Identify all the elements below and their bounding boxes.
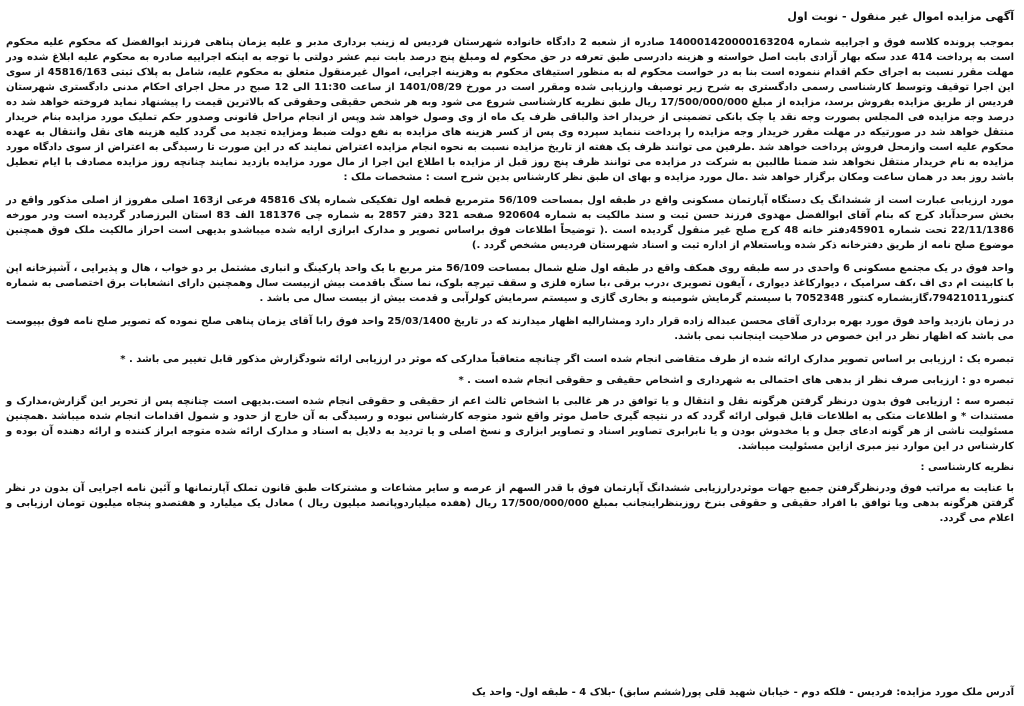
notice-page xyxy=(6,4,1018,702)
note-one: تبصره یک : ارزیابی بر اساس تصویر مدارک ارائه شده از طرف متقاضی انجام شده است اگر چنانچه متعاقباً مدارکی که موثر در ارزیابی ارائه شودگزارش مذکور قابل تغییر می باشد . * xyxy=(120,354,1014,365)
auction-main-paragraph: بموجب پرونده کلاسه فوق و اجراییه شماره 140001420000163204 صادره از شعبه 2 دادگاه خانواده شهرستان فردیس له زینب برداری مدبر و علیه یزمان پناهی فرزند ابوالفضل که محکوم علیه محکوم است به پرداخت 414 عدد سکه بهار آزادی بابت اصل خواسته و هزینه دادرسی طبق تعرفه در حق محکوم له ومبلغ پنج درصد بابت نیم عشر دولتی با توجه به اینکه اجراییه صادره به محکوم علیه ابلاغ شده ودر مهلت مقرر نسبت به اجرای حکم اقدام ننموده است بنا به در خواست محکوم له به منظور استیفای محکوم به وهزینه اجرایی، اموال غیرمنقول متعلق به محکوم علیه، شامل به پلاک ثبتی 45816/163 از سوی این اجرا توقیف وتوسط کارشناسی رسمی دادگستری به شرح زیر توصیف وارزیابی شده ومقرر است در مورخ 1401/08/29 از ساعت 11:30 الی 12 صبح در محل اجرای احکام مدنی دادگستری شهرستان فردیس از طریق مزایده بفروش برسد، مزایده از مبلغ 17/500/000/000 ریال طبق نظریه کارشناسی شروع می شود وبه هر شخص حقیقی وحقوقی که بالاترین قیمت را پیشنهاد نماید فروخته خواهد شد ده درصد وجه مزایده فی المجلس بصورت وجه نقد یا چک بانکی تضمینی از خریدار اخذ والباقی ظرف یک ماه از وی وصول خواهد شد وپس از انجام مراحل قانونی وصدور حکم تملیک مورد مزایده بنام خریدار منتقل خواهد شد در صورتیکه در مهلت مقرر خریدار وجه مزایده را پرداخت ننماید سپرده وی پس از کسر هزینه های مزایده به نفع دولت ضبط ومزایده تجدید می گردد کلیه هزینه های نقل وانتقال به عهده محکوم علیه است وازمحل فروش پرداخت خواهد شد .طرفین می توانند ظرف یک هفته از تاریخ مزایده نسبت به نحوه انجام مزایده اعتراض نمایند که در این صورت تا رسیدگی به اعتراض از سوی دادگاه مورد مزایده به نام خریدار منتقل نخواهد شد ضمنا طالبین به شرکت در مزایده می توانند ظرف پنج روز قبل از مزایده با اطلاع این اجرا از مال مورد مزایده بازدید نمایند چنانچه روز مزایده مصادف با ایام تعطیل باشد روز بعد در همان ساعت ومکان برگزار خواهد شد .مال مورد مزایده و بهای ان طبق نظر کارشناس بدین شرح است : مشخصات ملک : xyxy=(6,37,1014,183)
property-address: آدرس ملک مورد مزایده: فردیس - فلکه دوم - خیابان شهید قلی پور(ششم سابق) -بلاک 4 - طبقه اول- واحد یک xyxy=(471,687,1014,698)
property-description-paragraph: مورد ارزیابی عبارت است از ششدانگ یک دستگاه آپارتمان مسکونی واقع در طبقه اول بمساحت 56/109 مترمربع قطعه اول تفکیکی شماره پلاک 45816 فرعی از163 اصلی مفروز از اصلی مذکور واقع در بخش سرحدآباد کرج که بنام آقای ابوالفضل مهدوی فرزند حسن ثبت و سند مالکیت به شماره 920604 صفحه 321 دفتر 2857 به شماره چی 181376 الف 83 استان البرزصادر گردیده است ودر مورخه 22/11/1386 تحت شماره 45901دفتر خانه 48 کرج صلح غیر منقول گردیده است .( توضیحاً اطلاعات فوق براساس تصویر و مدارک ابرازی ارایه شده میباشدو بدیهی است احراز مالکیت ملک فوق همچنین موضوع صلح نامه از طریق دفترخانه ذکر شده وباستعلام از اداره ثبت و اسناد شهرستان فردیس مشخص گردد .) xyxy=(6,195,1014,251)
notice-title: آگهی مزایده اموال غیر منقول - نوبت اول xyxy=(787,10,1014,23)
visit-paragraph: در زمان بازدید واحد فوق مورد بهره برداری آقای محسن عبداله زاده قرار دارد ومشارالیه اظهار میدارند که در تاریخ 25/03/1400 واحد فوق رابا آقای یزمان پناهی صلح نموده که تصویر صلح نامه فوق بپیوست می باشد که اظهار نظر در این خصوص در صلاحیت اینجانب نمی باشد. xyxy=(6,316,1014,342)
expert-opinion-text: با عنایت به مراتب فوق ودرنظرگرفتن جمیع جهات موثردرارزیابی ششدانگ آپارتمان فوق با قدر السهم از عرصه و سایر مشاعات و مشترکات طبق قانون تملک آپارتمانها و آئین نامه اجرایی آن بدون در نظر گرفتن هرگونه بدهی ویا توافق با افراد حقیقی و حقوقی بنرخ روزبنظراینجانب بمبلغ 17/500/000/000 ریال (هفده میلیاردوپانصد میلیون ریال ) معادل یک میلیارد و هفتصدو پنجاه میلیون تومان ارزیابی و اعلام می گردد. xyxy=(6,483,1014,524)
unit-details-paragraph: واحد فوق در یک مجتمع مسکونی 6 واحدی در سه طبقه روی همکف واقع در طبقه اول ضلع شمال بمساحت 56/109 متر مربع با یک واحد پارکینگ و انباری مشتمل بر دو خواب ، هال و پذیرایی ، آشپزخانه اپن با کابینت ام دی اف ،کف سرامیک ، دیوارکاغذ دیواری ، آیفون تصویری ،درب برقی ،با سازه فلزی و سقف تیرچه بلوک، نما سنگ باقدمت بیش ازبیست سال وهمچنین دارای انشعابات برق اختصاصی به شماره کنتور79421011،گازبشماره کنتور 7052348 با سیستم گرمایش شومینه و بخاری گازی و سیستم سرمایش کولرآبی و قدمت بیش از بیست سال می باشد . xyxy=(6,263,1015,304)
note-two: تبصره دو : ارزیابی صرف نظر از بدهی های احتمالی به شهرداری و اشخاص حقیقی و حقوقی انجام شده است . * xyxy=(458,375,1014,386)
expert-opinion-heading: نظریه کارشناسی : xyxy=(920,462,1014,473)
note-three: تبصره سه : ارزیابی فوق بدون درنظر گرفتن هرگونه نقل و انتقال و یا توافق در هر غالبی با اشخاص ثالث اعم از حقیقی و حقوقی انجام شده است.بدیهی است چنانچه پس از تحریر این گزارش،مدارک و مستندات * و اطلاعات متکی به اطلاعات قابل قبولی ارائه گردد که در نتیجه گیری حاصل موثر واقع شود متوجه کارشناس نبوده و رسیدگی به آن خارج از حدود و شمول اقدامات انجام شده میباشد .همچنین مسئولیت ناشی از هر گونه ادعای جعل و یا مخدوش بودن و یا نابرابری تصاویر اسناد و تصاویر ابزاری و نسخ اصلی و یا تردید به دلایل به اسناد و مدارک ارائه شده متوجه ابراز کننده و ارائه دهنده آن بوده و کارشناس در این موارد نیز مبری ازاین مسئولیت میباشد. xyxy=(6,396,1014,452)
